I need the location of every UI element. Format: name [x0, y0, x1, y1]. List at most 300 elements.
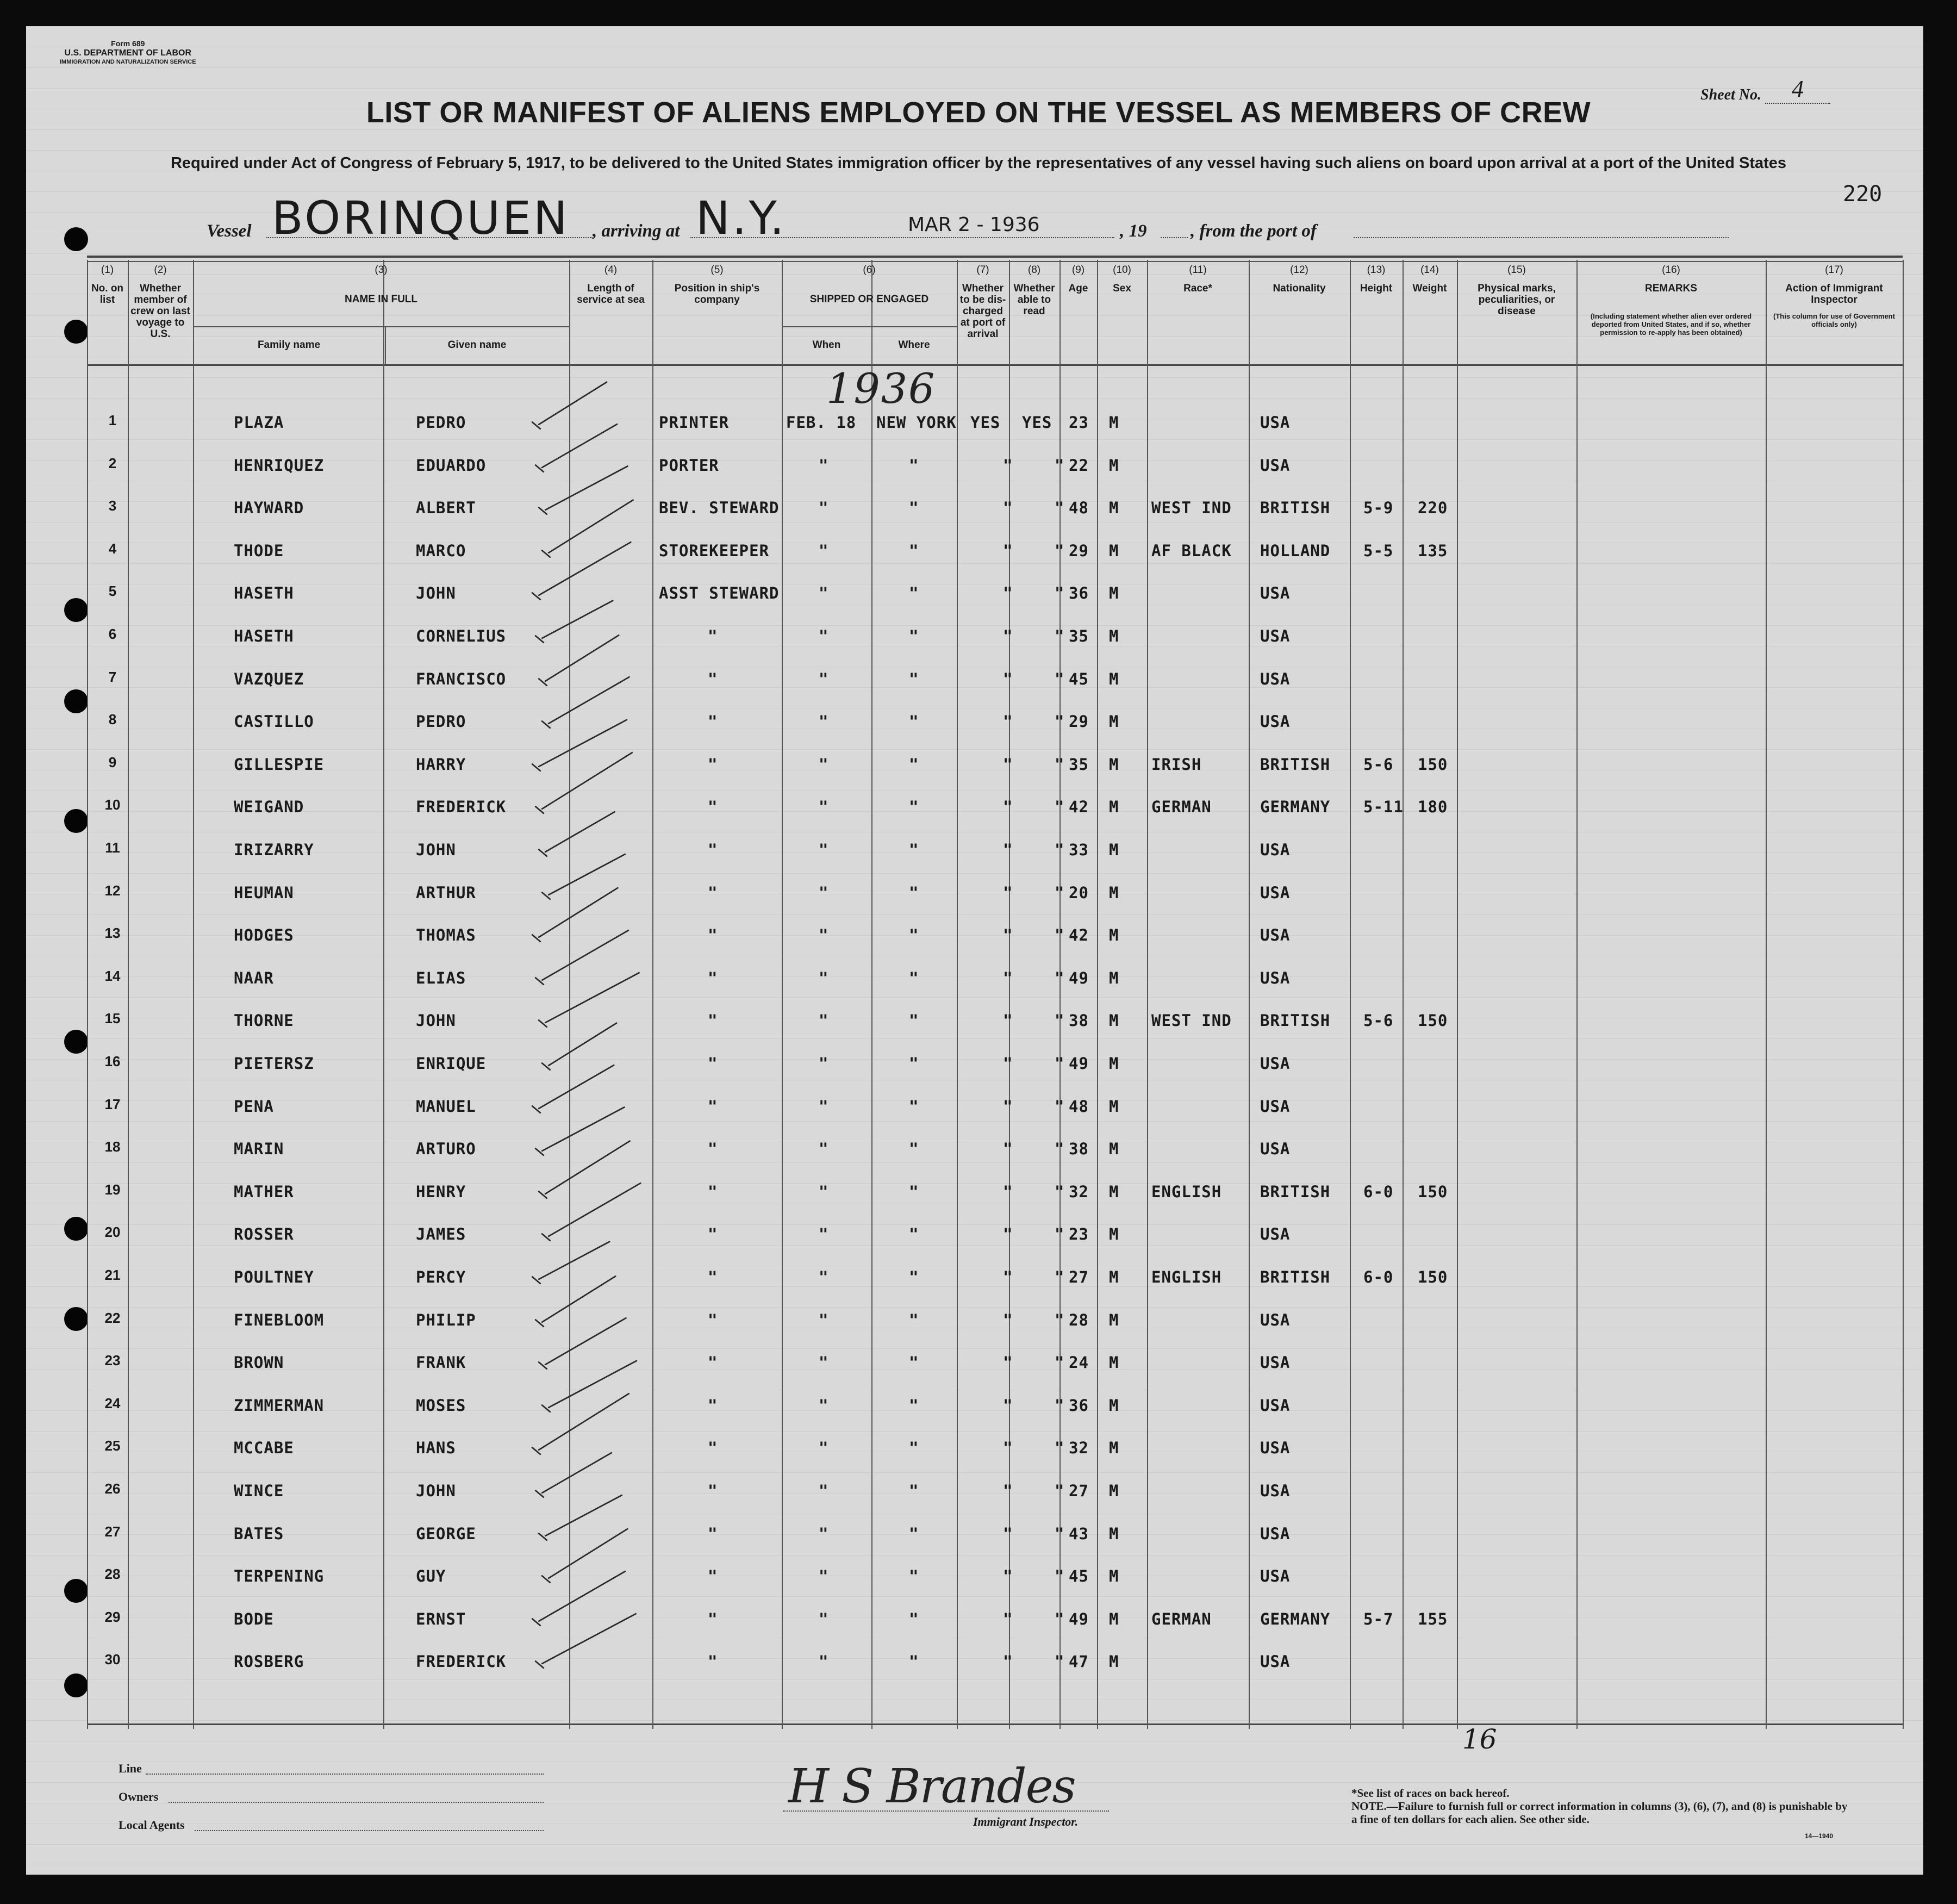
cell-position: " — [708, 1225, 718, 1244]
cell-discharged: " — [1003, 584, 1013, 603]
cell-family: HASETH — [234, 584, 294, 603]
cell-age: 42 — [1069, 926, 1089, 945]
cell-family: HENRIQUEZ — [234, 456, 325, 475]
subheader-divider — [385, 326, 386, 364]
row-number: 19 — [104, 1181, 121, 1198]
cell-nationality: USA — [1260, 584, 1291, 603]
column-divider — [1249, 260, 1250, 1729]
cell-family: PIETERSZ — [234, 1054, 314, 1073]
cell-position: " — [708, 1609, 718, 1628]
cell-family: GILLESPIE — [234, 755, 325, 774]
cell-age: 49 — [1069, 1609, 1089, 1628]
cell-where: NEW YORK — [876, 413, 957, 432]
column-header: Height — [1360, 283, 1393, 294]
cell-discharged: " — [1003, 712, 1013, 731]
cell-given: FREDERICK — [416, 798, 507, 817]
cell-position: " — [708, 1524, 718, 1543]
cell-sex: M — [1109, 841, 1119, 859]
column-number: (10) — [1113, 264, 1131, 276]
cell-sex: M — [1109, 1182, 1119, 1201]
footnotes — [1351, 1787, 1852, 1826]
cell-discharged: " — [1003, 1567, 1013, 1586]
vessel-name-line — [266, 237, 593, 238]
row-number: 20 — [104, 1224, 121, 1241]
cell-nationality: USA — [1260, 1310, 1291, 1329]
cell-given: MARCO — [416, 541, 466, 560]
column-number: (3) — [375, 264, 388, 276]
cell-where: " — [909, 1225, 919, 1244]
cell-position: " — [708, 1482, 718, 1500]
year-line — [1161, 237, 1188, 238]
cell-position: " — [708, 926, 718, 945]
cell-where: " — [909, 1097, 919, 1116]
cell-discharged: " — [1003, 456, 1013, 475]
cell-nationality: USA — [1260, 1524, 1291, 1543]
cell-sex: M — [1109, 456, 1119, 475]
column-header: Length of service at sea — [577, 283, 645, 306]
cell-family: HASETH — [234, 627, 294, 645]
cell-read: " — [1055, 1011, 1065, 1030]
row-number: 27 — [104, 1523, 121, 1540]
column-number: (1) — [101, 264, 114, 276]
cell-position: " — [708, 1396, 718, 1415]
cell-nationality: USA — [1260, 1439, 1291, 1458]
cell-read: " — [1055, 841, 1065, 859]
cell-age: 27 — [1069, 1482, 1089, 1500]
table-top-rule — [87, 261, 1903, 262]
cell-discharged: " — [1003, 798, 1013, 817]
cell-given: PERCY — [416, 1268, 466, 1286]
owners-field — [169, 1802, 544, 1803]
cell-discharged: " — [1003, 1225, 1013, 1244]
from-port-line — [1354, 237, 1729, 238]
cell-weight: 220 — [1418, 499, 1448, 518]
punch-hole — [64, 1579, 88, 1603]
cell-where: " — [909, 1268, 919, 1286]
cell-discharged: " — [1003, 1310, 1013, 1329]
cell-given: HARRY — [416, 755, 466, 774]
cell-nationality: USA — [1260, 712, 1291, 731]
cell-family: WINCE — [234, 1482, 284, 1500]
row-number: 2 — [108, 455, 117, 471]
cell-age: 22 — [1069, 456, 1089, 475]
cell-read: " — [1055, 456, 1065, 475]
cell-family: THORNE — [234, 1011, 294, 1030]
cell-age: 24 — [1069, 1353, 1089, 1372]
cell-when: " — [819, 1652, 829, 1671]
cell-when: " — [819, 841, 829, 859]
column-divider — [957, 260, 958, 1729]
column-subheader: Family name — [257, 339, 321, 351]
cell-where: " — [909, 883, 919, 902]
cell-position: " — [708, 1268, 718, 1286]
cell-age: 28 — [1069, 1310, 1089, 1329]
column-number: (15) — [1507, 264, 1526, 276]
cell-age: 32 — [1069, 1439, 1089, 1458]
column-divider — [871, 260, 872, 1729]
column-header: Weight — [1412, 283, 1447, 294]
cell-where: " — [909, 926, 919, 945]
cell-sex: M — [1109, 712, 1119, 731]
cell-read: " — [1055, 1652, 1065, 1671]
cell-discharged: " — [1003, 926, 1013, 945]
page-title: LIST OR MANIFEST OF ALIENS EMPLOYED ON THE VESSEL AS MEMBERS OF CREW — [366, 96, 1591, 129]
column-divider — [1403, 260, 1404, 1729]
row-number: 24 — [104, 1395, 121, 1411]
cell-given: HANS — [416, 1439, 456, 1458]
cell-discharged: " — [1003, 968, 1013, 987]
cell-nationality: USA — [1260, 1567, 1291, 1586]
cell-family: FINEBLOOM — [234, 1310, 325, 1329]
column-divider — [87, 260, 88, 1729]
column-header: Physical marks, peculiarities, or disease — [1478, 283, 1556, 317]
cell-discharged: " — [1003, 1140, 1013, 1159]
cell-nationality: BRITISH — [1260, 1268, 1331, 1286]
column-divider — [1576, 260, 1578, 1729]
cell-sex: M — [1109, 1011, 1119, 1030]
cell-weight: 155 — [1418, 1609, 1448, 1628]
line-field — [146, 1774, 544, 1775]
cell-where: " — [909, 798, 919, 817]
cell-age: 45 — [1069, 1567, 1089, 1586]
cell-discharged: " — [1003, 1268, 1013, 1286]
penalty-note: NOTE.—Failure to furnish full or correct information in columns (3), (6), (7), and (8) is punishable by a fine of ten dollars for each alien. See other side. — [1351, 1800, 1848, 1826]
cell-age: 27 — [1069, 1268, 1089, 1286]
cell-position: " — [708, 669, 718, 688]
row-number: 26 — [104, 1480, 121, 1497]
cell-where: " — [909, 669, 919, 688]
cell-height: 5-6 — [1363, 755, 1394, 774]
column-header: Race* — [1183, 283, 1212, 294]
handwritten-mark: 16 — [1462, 1723, 1497, 1755]
cell-sex: M — [1109, 499, 1119, 518]
column-divider — [193, 260, 194, 1729]
cell-given: CORNELIUS — [416, 627, 507, 645]
column-header: SHIPPED OR ENGAGED — [809, 294, 929, 305]
cell-discharged: " — [1003, 541, 1013, 560]
cell-when: " — [819, 883, 829, 902]
column-header-note: (This column for use of Government officials only) — [1773, 312, 1895, 328]
cell-given: JOHN — [416, 584, 456, 603]
cell-nationality: USA — [1260, 1140, 1291, 1159]
cell-read: " — [1055, 1524, 1065, 1543]
cell-read: " — [1055, 627, 1065, 645]
cell-sex: M — [1109, 541, 1119, 560]
cell-age: 29 — [1069, 712, 1089, 731]
cell-where: " — [909, 712, 919, 731]
column-divider — [569, 260, 570, 1729]
cell-family: POULTNEY — [234, 1268, 314, 1286]
cell-read: " — [1055, 712, 1065, 731]
cell-discharged: " — [1003, 1396, 1013, 1415]
row-number: 6 — [108, 626, 117, 642]
cell-nationality: USA — [1260, 883, 1291, 902]
cell-discharged: " — [1003, 627, 1013, 645]
form-identifier — [60, 39, 196, 67]
cell-given: MOSES — [416, 1396, 466, 1415]
vessel-label: Vessel — [207, 221, 252, 241]
cell-where: " — [909, 1182, 919, 1201]
cell-given: PEDRO — [416, 413, 466, 432]
year-label: , 19 — [1120, 221, 1147, 241]
cell-read: " — [1055, 1482, 1065, 1500]
column-divider — [1903, 260, 1904, 1729]
column-number: (11) — [1189, 264, 1207, 276]
cell-family: PLAZA — [234, 413, 284, 432]
cell-position: PORTER — [659, 456, 719, 475]
punch-hole — [64, 689, 88, 713]
column-subheader: Given name — [447, 339, 507, 351]
cell-weight: 150 — [1418, 1182, 1448, 1201]
cell-read: " — [1055, 1225, 1065, 1244]
cell-when: " — [819, 712, 829, 731]
cell-when: " — [819, 926, 829, 945]
cell-where: " — [909, 1609, 919, 1628]
cell-read: " — [1055, 1439, 1065, 1458]
row-number: 23 — [104, 1352, 121, 1369]
cell-read: " — [1055, 1353, 1065, 1372]
cell-where: " — [909, 1011, 919, 1030]
cell-given: FRANK — [416, 1353, 466, 1372]
cell-age: 47 — [1069, 1652, 1089, 1671]
cell-discharged: " — [1003, 1011, 1013, 1030]
column-header: NAME IN FULL — [344, 294, 418, 305]
cell-when: " — [819, 1011, 829, 1030]
column-divider — [1097, 260, 1098, 1729]
cell-given: GUY — [416, 1567, 446, 1586]
cell-position: " — [708, 841, 718, 859]
cell-when: FEB. 18 — [786, 413, 857, 432]
cell-age: 49 — [1069, 1054, 1089, 1073]
cell-sex: M — [1109, 1054, 1119, 1073]
cell-height: 5-7 — [1363, 1609, 1394, 1628]
cell-position: ASST STEWARD — [659, 584, 780, 603]
cell-position: " — [708, 1567, 718, 1586]
cell-position: " — [708, 1310, 718, 1329]
cell-position: " — [708, 968, 718, 987]
cell-when: " — [819, 968, 829, 987]
cell-family: THODE — [234, 541, 284, 560]
column-header: Whether to be dis-charged at port of arrival — [959, 283, 1006, 340]
cell-position: " — [708, 1182, 718, 1201]
cell-position: " — [708, 798, 718, 817]
cell-where: " — [909, 1054, 919, 1073]
row-number: 30 — [104, 1651, 121, 1668]
cell-family: CASTILLO — [234, 712, 314, 731]
cell-sex: M — [1109, 755, 1119, 774]
column-header: Whether able to read — [1013, 283, 1055, 317]
cell-when: " — [819, 1225, 829, 1244]
cell-weight: 150 — [1418, 755, 1448, 774]
row-number: 14 — [104, 967, 121, 984]
inspector-signature: H S Brandes — [788, 1759, 1075, 1814]
column-divider — [1147, 260, 1148, 1729]
column-header: Whether member of crew on last voyage to U.S. — [130, 283, 190, 340]
cell-weight: 150 — [1418, 1268, 1448, 1286]
signature-line — [783, 1810, 1109, 1812]
row-number: 18 — [104, 1138, 121, 1155]
subheader-divider — [871, 326, 872, 364]
column-divider — [1059, 260, 1061, 1729]
cell-nationality: USA — [1260, 841, 1291, 859]
cell-nationality: USA — [1260, 1054, 1291, 1073]
cell-when: " — [819, 1482, 829, 1500]
cell-given: JAMES — [416, 1225, 466, 1244]
row-number: 4 — [108, 540, 117, 557]
cell-height: 5-11 — [1363, 798, 1404, 817]
sheet-number-label: Sheet No. — [1700, 86, 1761, 103]
cell-read: " — [1055, 926, 1065, 945]
cell-read: " — [1055, 1310, 1065, 1329]
cell-sex: M — [1109, 669, 1119, 688]
row-number: 1 — [108, 412, 117, 428]
cell-age: 48 — [1069, 499, 1089, 518]
cell-age: 49 — [1069, 968, 1089, 987]
column-header: REMARKS — [1644, 283, 1698, 294]
arriving-label: , arriving at — [593, 221, 680, 241]
cell-when: " — [819, 1353, 829, 1372]
cell-position: " — [708, 1353, 718, 1372]
column-divider — [782, 260, 783, 1729]
cell-when: " — [819, 798, 829, 817]
cell-family: NAAR — [234, 968, 274, 987]
cell-family: MATHER — [234, 1182, 294, 1201]
column-number: (13) — [1367, 264, 1386, 276]
cell-discharged: " — [1003, 1353, 1013, 1372]
cell-race: WEST IND — [1151, 499, 1232, 518]
cell-when: " — [819, 584, 829, 603]
cell-nationality: USA — [1260, 1225, 1291, 1244]
cell-nationality: USA — [1260, 1353, 1291, 1372]
cell-discharged: " — [1003, 1097, 1013, 1116]
cell-given: ARTURO — [416, 1140, 476, 1159]
cell-sex: M — [1109, 413, 1119, 432]
form-number: Form 689 — [111, 39, 145, 48]
cell-age: 20 — [1069, 883, 1089, 902]
cell-race: GERMAN — [1151, 798, 1212, 817]
cell-discharged: " — [1003, 1652, 1013, 1671]
cell-discharged: " — [1003, 669, 1013, 688]
cell-weight: 135 — [1418, 541, 1448, 560]
punch-hole — [64, 809, 88, 833]
cell-when: " — [819, 1054, 829, 1073]
cell-age: 32 — [1069, 1182, 1089, 1201]
cell-height: 5-9 — [1363, 499, 1394, 518]
cell-where: " — [909, 1482, 919, 1500]
cell-position: " — [708, 755, 718, 774]
cell-age: 35 — [1069, 627, 1089, 645]
cell-sex: M — [1109, 883, 1119, 902]
column-divider — [1350, 260, 1351, 1729]
cell-given: EDUARDO — [416, 456, 487, 475]
cell-position: " — [708, 1054, 718, 1073]
cell-sex: M — [1109, 1225, 1119, 1244]
cell-discharged: " — [1003, 1482, 1013, 1500]
row-number: 17 — [104, 1096, 121, 1112]
cell-family: BATES — [234, 1524, 284, 1543]
column-header: Action of Immigrant Inspector — [1785, 283, 1883, 306]
cell-when: " — [819, 1524, 829, 1543]
cell-read: " — [1055, 669, 1065, 688]
cell-given: HENRY — [416, 1182, 466, 1201]
cell-weight: 150 — [1418, 1011, 1448, 1030]
owners-label: Owners — [119, 1790, 159, 1803]
cell-where: " — [909, 1140, 919, 1159]
cell-read: " — [1055, 1609, 1065, 1628]
column-divider — [652, 260, 653, 1729]
cell-nationality: BRITISH — [1260, 499, 1331, 518]
cell-position: BEV. STEWARD — [659, 499, 780, 518]
cell-where: " — [909, 1567, 919, 1586]
cell-where: " — [909, 755, 919, 774]
column-number: (12) — [1290, 264, 1308, 276]
row-number: 13 — [104, 925, 121, 942]
cell-age: 45 — [1069, 669, 1089, 688]
date-stamp: MAR 2 - 1936 — [908, 214, 1040, 236]
cell-where: " — [909, 584, 919, 603]
row-number: 5 — [108, 583, 117, 600]
cell-read: " — [1055, 1396, 1065, 1415]
cell-read: " — [1055, 1054, 1065, 1073]
cell-when: " — [819, 456, 829, 475]
cell-race: GERMAN — [1151, 1609, 1212, 1628]
cell-nationality: USA — [1260, 413, 1291, 432]
vessel-name: BORINQUEN — [272, 191, 570, 245]
cell-family: BROWN — [234, 1353, 284, 1372]
cell-race: IRISH — [1151, 755, 1202, 774]
cell-given: THOMAS — [416, 926, 476, 945]
cell-discharged: " — [1003, 883, 1013, 902]
cell-age: 23 — [1069, 1225, 1089, 1244]
cell-position: STOREKEEPER — [659, 541, 770, 560]
cell-given: JOHN — [416, 1482, 456, 1500]
row-number: 22 — [104, 1309, 121, 1326]
row-number: 7 — [108, 668, 117, 685]
cell-read: " — [1055, 1268, 1065, 1286]
cell-read: " — [1055, 1140, 1065, 1159]
column-divider — [1009, 260, 1010, 1729]
cell-family: TERPENING — [234, 1567, 325, 1586]
row-number: 15 — [104, 1010, 121, 1027]
punch-hole — [64, 227, 88, 251]
cell-nationality: USA — [1260, 1097, 1291, 1116]
column-number: (5) — [710, 264, 724, 276]
cell-nationality: BRITISH — [1260, 1011, 1331, 1030]
cell-race: ENGLISH — [1151, 1268, 1222, 1286]
cell-age: 33 — [1069, 841, 1089, 859]
cell-where: " — [909, 1439, 919, 1458]
punch-hole — [64, 1217, 88, 1241]
cell-position: " — [708, 1011, 718, 1030]
cell-height: 5-5 — [1363, 541, 1394, 560]
cell-family: ROSBERG — [234, 1652, 304, 1671]
agents-field — [195, 1830, 544, 1831]
cell-sex: M — [1109, 1652, 1119, 1671]
cell-read: " — [1055, 968, 1065, 987]
cell-sex: M — [1109, 926, 1119, 945]
cell-sex: M — [1109, 1268, 1119, 1286]
cell-age: 35 — [1069, 755, 1089, 774]
row-number: 29 — [104, 1608, 121, 1625]
cell-given: PEDRO — [416, 712, 466, 731]
table-header-rule — [87, 364, 1903, 366]
cell-position: " — [708, 712, 718, 731]
cell-given: FRANCISCO — [416, 669, 507, 688]
cell-sex: M — [1109, 1567, 1119, 1586]
cell-age: 48 — [1069, 1097, 1089, 1116]
cell-sex: M — [1109, 1353, 1119, 1372]
column-number: (9) — [1071, 264, 1085, 276]
